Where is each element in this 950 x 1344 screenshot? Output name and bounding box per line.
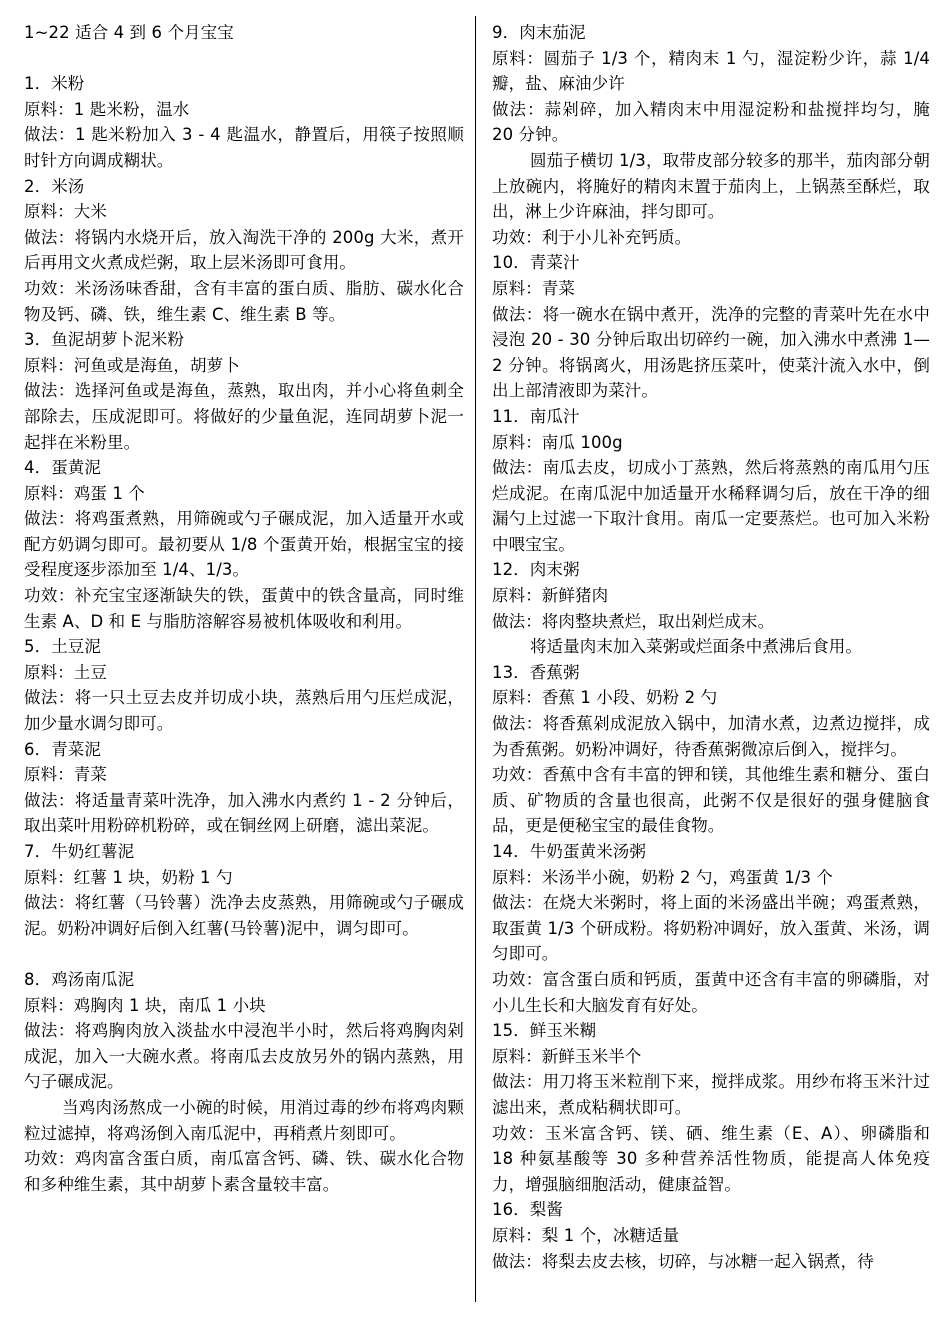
text-line: 当鸡肉汤熬成一小碗的时候，用消过毒的纱布将鸡肉颗粒过滤掉，将鸡汤倒入南瓜泥中，再稍煮片刻即可。 (24, 1097, 464, 1143)
text-line: 4．蛋黄泥 (24, 458, 101, 478)
text-line: 原料：新鲜猪肉 (492, 586, 609, 606)
text-line: 做法：1 匙米粉加入 3 - 4 匙温水，静置后，用筷子按照顺时针方向调成糊状。 (24, 125, 464, 170)
right-column (492, 20, 930, 1274)
text-line: 做法：蒜剁碎，加入精肉末中用湿淀粉和盐搅拌均匀，腌 20 分钟。 (492, 99, 930, 145)
text-line: 14．牛奶蛋黄米汤粥 (492, 842, 646, 861)
column-divider (475, 16, 476, 1302)
text-line: 将适量肉末加入菜粥或烂面条中煮沸后食用。 (529, 637, 862, 657)
text-line: 做法：选择河鱼或是海鱼，蒸熟，取出肉，并小心将鱼刺全部除去，压成泥即可。将做好的少量鱼泥，连同胡萝卜泥一起拌在米粉里。 (24, 381, 464, 452)
text-line: 1．米粉 (24, 74, 85, 94)
text-line: 做法：将红薯（马铃薯）洗净去皮蒸熟，用筛碗或勺子碾成泥。奶粉冲调好后倒入红薯(马铃薯)泥中，调匀即可。 (24, 893, 464, 938)
text-line: 原料：南瓜 100g (492, 432, 623, 452)
text-line: 原料：圆茄子 1/3 个，精肉末 1 勺，湿淀粉少许，蒜 1/4 瓣，盐、麻油少许 (492, 48, 930, 94)
text-line: 7．牛奶红薯泥 (24, 842, 135, 861)
text-line: 做法：南瓜去皮，切成小丁蒸熟，然后将蒸熟的南瓜用勺压烂成泥。在南瓜泥中加适量开水稀释调匀后，放在干净的细漏勺上过滤一下取汁食用。南瓜一定要蒸烂。也可加入米粉中喂宝宝。 (492, 458, 930, 554)
text-line: 功效：米汤汤味香甜，含有丰富的蛋白质、脂肪、碳水化合物及钙、磷、铁，维生素 C、维生素 B 等。 (24, 278, 464, 324)
text-line: 16．梨酱 (492, 1200, 563, 1220)
text-line: 功效：香蕉中含有丰富的钾和镁，其他维生素和糖分、蛋白质、矿物质的含量也很高，此粥不仅是很好的强身健脑食品，更是便秘宝宝的最佳食物。 (492, 765, 930, 836)
text-line: 做法：将肉整块煮烂，取出剁烂成末。 (492, 611, 775, 631)
text-line: 功效：鸡肉富含蛋白质，南瓜富含钙、磷、铁、碳水化合物和多种维生素，其中胡萝卜素含量较丰富。 (24, 1149, 464, 1194)
text-line: 8．鸡汤南瓜泥 (24, 969, 135, 989)
text-line: 做法：将鸡蛋煮熟，用筛碗或勺子碾成泥，加入适量开水或配方奶调匀即可。最初要从 1/8 个蛋黄开始，根据宝宝的接受程度逐步添加至 1/4、1/3。 (24, 509, 464, 580)
text-line: 做法：将香蕉剁成泥放入锅中，加清水煮，边煮边搅拌，成为香蕉粥。奶粉冲调好，待香蕉粥微凉后倒入，搅拌匀。 (492, 714, 930, 759)
text-line: 15．鲜玉米糊 (492, 1021, 597, 1041)
text-line: 原料：梨 1 个，冰糖适量 (492, 1225, 680, 1245)
text-line: 11．南瓜汁 (492, 406, 580, 426)
text-line: 5．土豆泥 (24, 637, 101, 657)
text-line: 做法：将一只土豆去皮并切成小块，蒸熟后用勺压烂成泥，加少量水调匀即可。 (24, 688, 464, 734)
text-line: 做法：将锅内水烧开后，放入淘洗干净的 200g 大米，煮开后再用文火煮成烂粥，取上层米汤即可食用。 (24, 227, 464, 273)
text-line: 原料：青菜 (24, 765, 107, 785)
text-line: 6．青菜泥 (24, 739, 101, 759)
blank-line (24, 46, 464, 72)
text-line: 原料：土豆 (24, 662, 107, 682)
text-line: 功效：富含蛋白质和钙质，蛋黄中还含有丰富的卵磷脂，对小儿生长和大脑发育有好处。 (492, 969, 930, 1015)
text-line: 原料：新鲜玉米半个 (492, 1046, 642, 1066)
text-line: 功效：利于小儿补充钙质。 (492, 227, 692, 247)
text-line: 原料：1 匙米粉，温水 (24, 99, 190, 119)
text-line: 原料：香蕉 1 小段、奶粉 2 勺 (492, 688, 718, 708)
text-line: 做法：将梨去皮去核，切碎，与冰糖一起入锅煮，待 (492, 1251, 874, 1271)
text-line: 功效：补充宝宝逐渐缺失的铁，蛋黄中的铁含量高，同时维生素 A、D 和 E 与脂肪溶解容易被机体吸收和利用。 (24, 586, 464, 631)
text-line: 原料：鸡蛋 1 个 (24, 483, 145, 503)
text-line: 13．香蕉粥 (492, 662, 580, 682)
text-line: 12．肉末粥 (492, 560, 580, 580)
text-line: 9．肉末茄泥 (492, 23, 586, 42)
text-line: 圆茄子横切 1/3，取带皮部分较多的那半，茄肉部分朝上放碗内，将腌好的精肉末置于茄肉上，上锅蒸至酥烂，取出，淋上少许麻油，拌匀即可。 (492, 150, 930, 222)
text-line: 做法：用刀将玉米粒削下来，搅拌成浆。用纱布将玉米汁过滤出来，煮成粘稠状即可。 (492, 1072, 930, 1117)
text-line: 原料：米汤半小碗，奶粉 2 勺，鸡蛋黄 1/3 个 (492, 867, 834, 887)
text-line: 原料：红薯 1 块，奶粉 1 勺 (24, 867, 233, 887)
text-line: 原料：河鱼或是海鱼，胡萝卜 (24, 355, 240, 375)
text-line: 原料：青菜 (492, 278, 575, 298)
text-line: 10．青菜汁 (492, 253, 580, 273)
text-line: 做法：在烧大米粥时，将上面的米汤盛出半碗；鸡蛋煮熟，取蛋黄 1/3 个研成粉。将奶粉冲调好，放入蛋黄、米汤，调匀即可。 (492, 893, 930, 964)
left-column (24, 20, 464, 1197)
text-line: 2．米汤 (24, 176, 85, 196)
text-line: 1~22 适合 4 到 6 个月宝宝 (24, 23, 234, 42)
text-line: 功效：玉米富含钙、镁、硒、维生素（E、A）、卵磷脂和 18 种氨基酸等 30 多种营养活性物质，能提高人体免疫力，增强脑细胞活动，健康益智。 (492, 1123, 930, 1194)
text-line: 原料：鸡胸肉 1 块，南瓜 1 小块 (24, 995, 266, 1015)
text-line: 做法：将适量青菜叶洗净，加入沸水内煮约 1 - 2 分钟后，取出菜叶用粉碎机粉碎，或在铜丝网上研磨，滤出菜泥。 (24, 790, 464, 836)
text-line: 原料：大米 (24, 202, 107, 222)
text-line: 3．鱼泥胡萝卜泥米粉 (24, 330, 184, 350)
blank-line (24, 941, 464, 967)
text-line: 做法：将一碗水在锅中煮开，洗净的完整的青菜叶先在水中浸泡 20 - 30 分钟后取出切碎约一碗，加入沸水中煮沸 1—2 分钟。将锅离火，用汤匙挤压菜叶，使菜汁流入水中，倒出上部清液即为菜汁。 (492, 304, 930, 401)
text-line: 做法：将鸡胸肉放入淡盐水中浸泡半小时，然后将鸡胸肉剁成泥，加入一大碗水煮。将南瓜去皮放另外的锅内蒸熟，用勺子碾成泥。 (24, 1021, 464, 1092)
